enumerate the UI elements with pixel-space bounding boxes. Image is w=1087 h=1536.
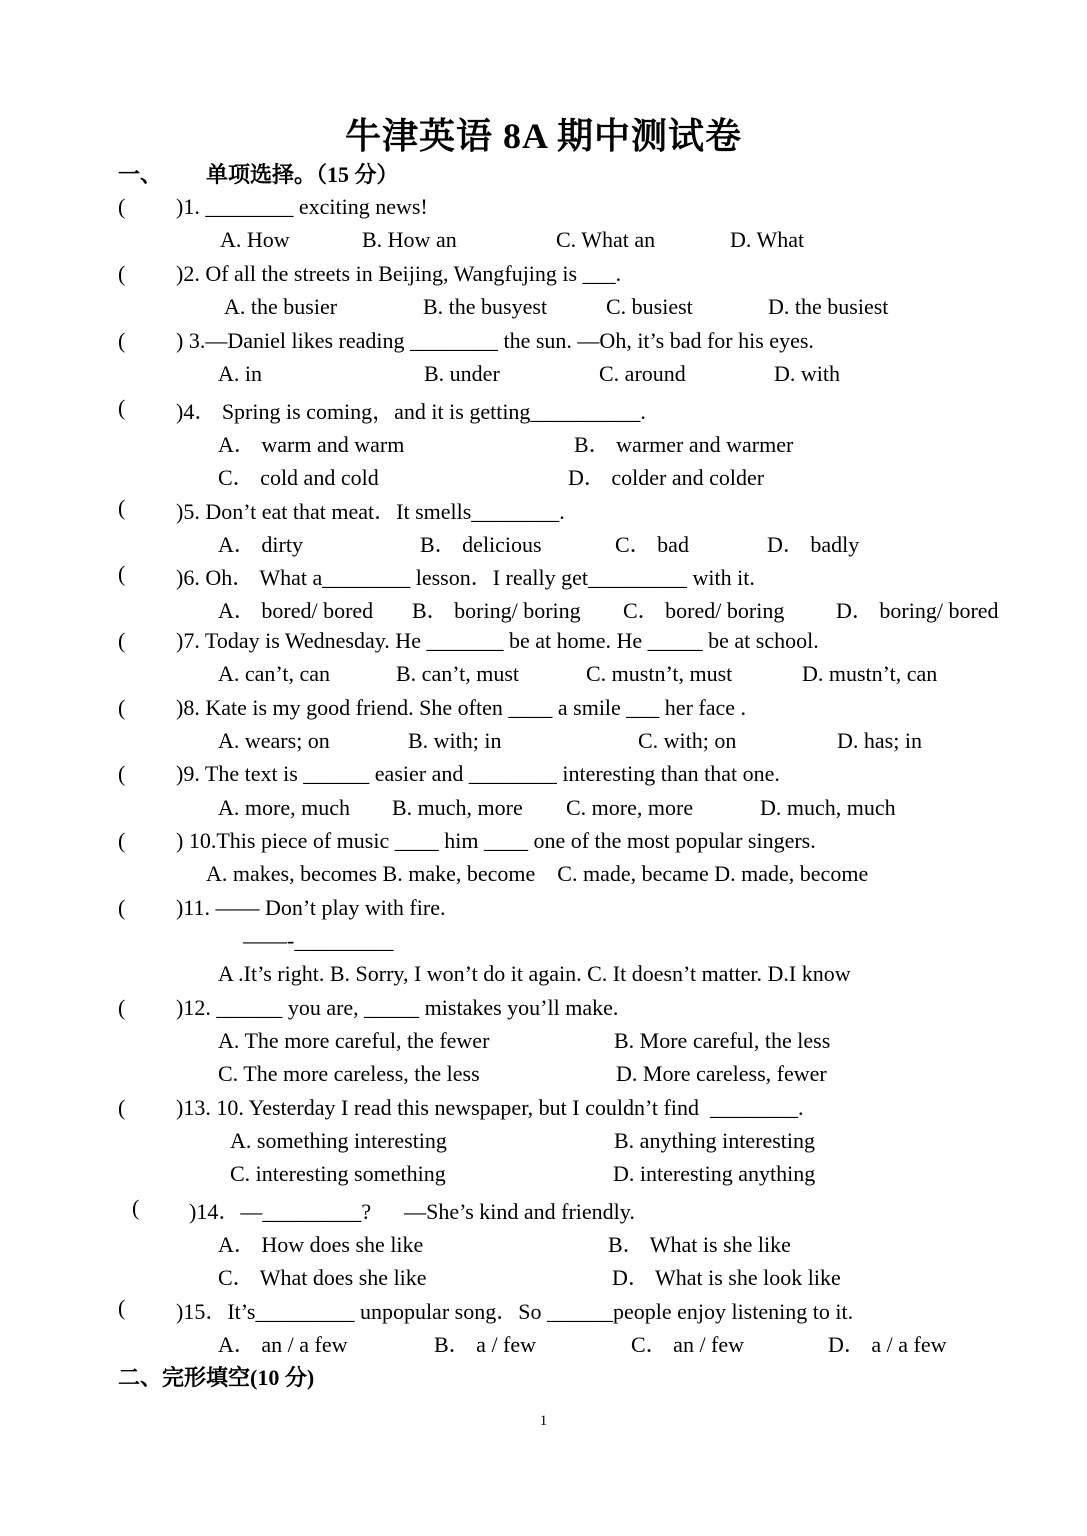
question-12: )12. ______ you are, _____ mistakes you’ll make. [176, 995, 619, 1020]
q8-option-b: B. with; in [408, 728, 502, 753]
answer-paren: ( [118, 695, 126, 720]
q4-option-d: D． colder and colder [568, 465, 765, 490]
question-2: )2. Of all the streets in Beijing, Wangfujing is ___. [176, 261, 622, 286]
q7-option-a: A. can’t, can [218, 661, 330, 686]
q2-option-a: A. the busier [224, 294, 338, 319]
q12-option-b: B. More careful, the less [614, 1028, 831, 1053]
q3-option-d: D. with [774, 361, 840, 386]
answer-paren: ( [118, 1295, 126, 1320]
answer-paren: ( [118, 495, 126, 520]
q5-option-a: A． dirty [218, 532, 303, 557]
q13-option-a: A. something interesting [230, 1128, 447, 1153]
q3-option-b: B. under [424, 361, 500, 386]
q4-option-c: C． cold and cold [218, 465, 379, 490]
q1-option-b: B. How an [362, 227, 457, 252]
answer-paren: ( [132, 1195, 140, 1220]
q9-option-a: A. more, much [218, 795, 350, 820]
answer-paren: ( [118, 995, 126, 1020]
answer-paren: ( [118, 628, 126, 653]
question-9: )9. The text is ______ easier and ________ interesting than that one. [176, 761, 780, 786]
page-number: 1 [539, 1413, 548, 1429]
question-14: )14．—_________? —She’s kind and friendly. [189, 1199, 635, 1224]
q15-option-b: B． a / few [434, 1332, 537, 1357]
section-1-number: 一、 [118, 162, 163, 187]
question-4: )4． Spring is coming，and it is getting__________. [176, 399, 646, 424]
answer-paren: ( [118, 261, 126, 286]
q13-option-c: C. interesting something [230, 1161, 446, 1186]
q13-option-d: D. interesting anything [613, 1161, 816, 1186]
q5-option-d: D． badly [767, 532, 860, 557]
q4-option-a: A． warm and warm [218, 432, 405, 457]
q5-option-c: C． bad [615, 532, 689, 557]
q6-option-d: D． boring/ bored [836, 598, 999, 623]
q3-option-a: A. in [218, 361, 262, 386]
question-11: )11. —— Don’t play with fire. [176, 895, 446, 920]
answer-paren: ( [118, 194, 126, 219]
q14-option-c: C． What does she like [218, 1265, 427, 1290]
question-15: )15．It’s_________ unpopular song．So ______people enjoy listening to it. [176, 1299, 854, 1324]
q8-option-d: D. has; in [837, 728, 922, 753]
q6-option-b: B． boring/ boring [412, 598, 581, 623]
q1-option-a: A. How [220, 227, 290, 252]
q9-option-d: D. much, much [760, 795, 896, 820]
q2-option-c: C. busiest [606, 294, 693, 319]
answer-paren: ( [118, 395, 126, 420]
question-6: )6. Oh． What a________ lesson．I really get_________ with it. [176, 565, 755, 590]
question-10: ) 10.This piece of music ____ him ____ one of the most popular singers. [176, 828, 816, 853]
answer-paren: ( [118, 828, 126, 853]
q8-option-c: C. with; on [638, 728, 737, 753]
question-13: )13. 10. Yesterday I read this newspaper, but I couldn’t find ________. [176, 1095, 804, 1120]
q9-option-c: C. more, more [566, 795, 694, 820]
q4-option-b: B． warmer and warmer [574, 432, 794, 457]
q1-option-d: D. What [730, 227, 805, 252]
q11-answer-blank: ——-_________ [243, 928, 394, 953]
q5-option-b: B． delicious [420, 532, 542, 557]
q1-option-c: C. What an [556, 227, 656, 252]
question-5: )5. Don’t eat that meat．It smells________. [176, 499, 565, 524]
q2-option-d: D. the busiest [768, 294, 889, 319]
q12-option-a: A. The more careful, the fewer [218, 1028, 490, 1053]
q3-option-c: C. around [599, 361, 686, 386]
q9-option-b: B. much, more [392, 795, 523, 820]
question-1: )1. ________ exciting news! [176, 194, 428, 219]
q11-options: A .It’s right. B. Sorry, I won’t do it again. C. It doesn’t matter. D.I know [218, 961, 851, 986]
answer-paren: ( [118, 895, 126, 920]
section-1-heading: 单项选择。（15 分） [206, 162, 399, 187]
question-7: )7. Today is Wednesday. He _______ be at home. He _____ be at school. [176, 628, 819, 653]
q7-option-c: C. mustn’t, must [586, 661, 733, 686]
q14-option-a: A． How does she like [218, 1232, 424, 1257]
answer-paren: ( [118, 561, 126, 586]
q6-option-a: A． bored/ bored [218, 598, 374, 623]
answer-paren: ( [118, 1095, 126, 1120]
section-2-heading: 二、完形填空(10 分) [118, 1365, 315, 1390]
q12-option-d: D. More careless, fewer [616, 1061, 827, 1086]
page-title: 牛津英语 8A 期中测试卷 [344, 116, 742, 156]
question-3: ) 3.—Daniel likes reading ________ the sun. —Oh, it’s bad for his eyes. [176, 328, 814, 353]
q13-option-b: B. anything interesting [614, 1128, 816, 1153]
q15-option-a: A． an / a few [218, 1332, 348, 1357]
q10-options: A. makes, becomes B. make, become C. made, became D. made, become [206, 861, 869, 886]
q15-option-c: C． an / few [631, 1332, 745, 1357]
q6-option-c: C． bored/ boring [623, 598, 785, 623]
q12-option-c: C. The more careless, the less [218, 1061, 480, 1086]
q14-option-d: D． What is she look like [612, 1265, 841, 1290]
question-8: )8. Kate is my good friend. She often ____ a smile ___ her face . [176, 695, 747, 720]
q7-option-d: D. mustn’t, can [802, 661, 938, 686]
q7-option-b: B. can’t, must [396, 661, 520, 686]
answer-paren: ( [118, 328, 126, 353]
q8-option-a: A. wears; on [218, 728, 330, 753]
q15-option-d: D． a / a few [828, 1332, 947, 1357]
q14-option-b: B． What is she like [608, 1232, 791, 1257]
answer-paren: ( [118, 761, 126, 786]
q2-option-b: B. the busyest [423, 294, 548, 319]
